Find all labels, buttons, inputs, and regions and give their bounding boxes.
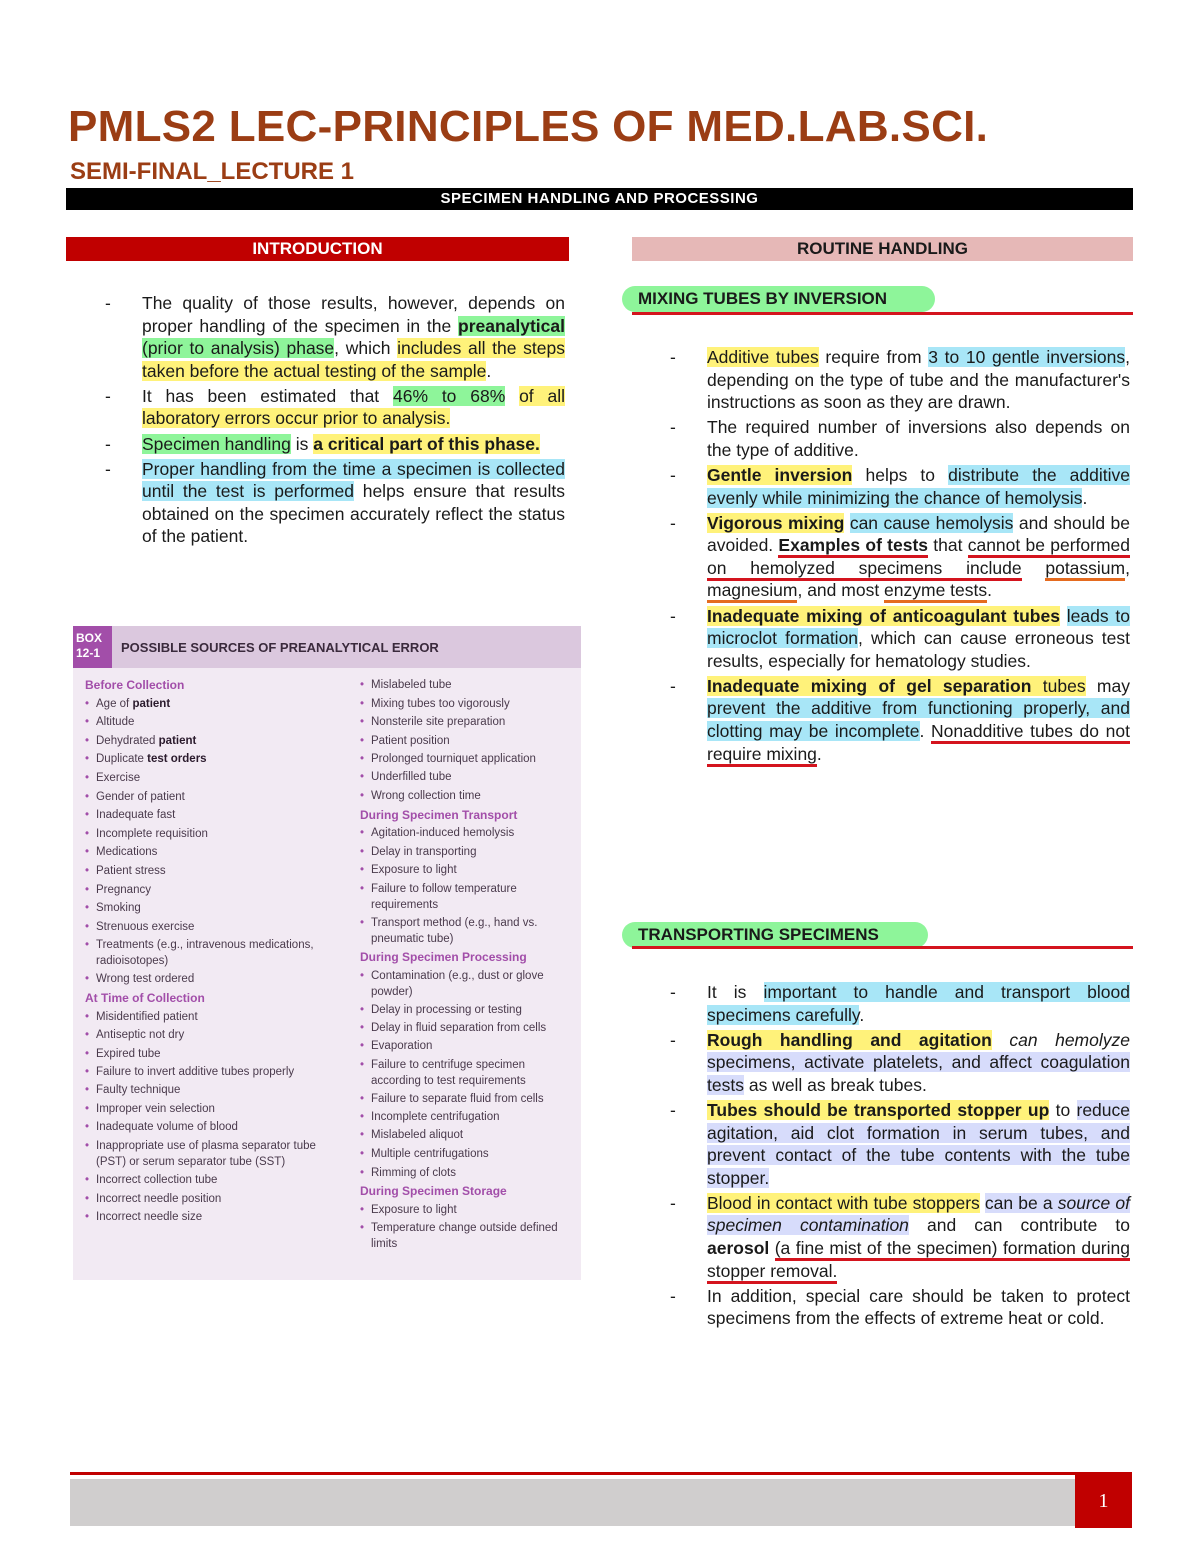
box-list-item: • Exercise: [85, 769, 325, 788]
box-list-item: • Incorrect needle size: [85, 1208, 325, 1227]
box-subheading: At Time of Collection: [85, 990, 205, 1005]
routine-handling-heading: ROUTINE HANDLING: [632, 237, 1133, 261]
box-list-item: • Failure to invert additive tubes properly: [85, 1063, 325, 1081]
list-item: - Blood in contact with tube stoppers can be a source of specimen contamination and can contribute to aerosol (a fine mist of the specimen) formation during stopper removal.: [670, 1192, 1130, 1282]
list-item: - The quality of those results, however, depends on proper handling of the specimen in the preanalytical (prior to analysis) phase, which includes all the steps taken before the actual testing of the sample.: [105, 292, 565, 382]
mixing-list: [670, 346, 1130, 768]
divider: [632, 946, 1133, 949]
introduction-list: [105, 292, 565, 551]
list-item: - Vigorous mixing can cause hemolysis and should be avoided. Examples of tests that cannot be performed on hemolyzed specimens include potassium, magnesium, and most enzyme tests.: [670, 512, 1130, 602]
box-title: POSSIBLE SOURCES OF PREANALYTICAL ERROR: [121, 640, 439, 655]
list-item: - Additive tubes require from 3 to 10 gentle inversions, depending on the type of tube and the manufacturer's instructions as soon as they are drawn.: [670, 346, 1130, 414]
list-item: - The required number of inversions also depends on the type of additive.: [670, 416, 1130, 461]
list-item: - In addition, special care should be taken to protect specimens from the effects of extreme heat or cold.: [670, 1285, 1130, 1330]
box-list-item: • Smoking: [85, 899, 325, 918]
box-list-item: • Improper vein selection: [85, 1100, 325, 1119]
document-title: PMLS2 LEC-PRINCIPLES OF MED.LAB.SCI.: [68, 102, 989, 151]
list-item: - Gentle inversion helps to distribute the additive evenly while minimizing the chance of hemolysis.: [670, 464, 1130, 509]
at-time-of-collection-list: [85, 1008, 325, 1227]
list-item: - Inadequate mixing of gel separation tubes may prevent the additive from functioning properly, and clotting may be incomplete. Nonadditive tubes do not require mixing.: [670, 675, 1130, 765]
box-list-item: • Exposure to light: [360, 861, 570, 880]
box-header: [73, 626, 581, 668]
box-list-item: • Evaporation: [360, 1037, 570, 1056]
footer-bar: [70, 1479, 1075, 1526]
box-list-item: • Nonsterile site preparation: [360, 713, 570, 732]
box-list-item: • Treatments (e.g., intravenous medications, radioisotopes): [85, 936, 325, 970]
box-list-item: • Mislabeled tube: [360, 676, 570, 695]
box-list-item: • Altitude: [85, 713, 325, 732]
list-item: - It is important to handle and transport blood specimens carefully.: [670, 981, 1130, 1026]
box-list-item: • Patient position: [360, 732, 570, 751]
box-list-item: • Delay in fluid separation from cells: [360, 1019, 570, 1037]
list-item: - Tubes should be transported stopper up to reduce agitation, aid clot formation in serum tubes, and prevent contact of the tube contents with the tube stopper.: [670, 1099, 1130, 1189]
box-list-item: • Strenuous exercise: [85, 918, 325, 937]
box-list-item: • Duplicate test orders: [85, 750, 325, 769]
box-left-column: [85, 676, 325, 1227]
box-subheading: Before Collection: [85, 678, 185, 692]
introduction-heading: INTRODUCTION: [66, 237, 569, 261]
box-list-item: • Mixing tubes too vigorously: [360, 695, 570, 714]
box-list-item: • Age of patient: [85, 695, 325, 714]
box-list-item: • Incomplete requisition: [85, 825, 325, 844]
box-list-item: • Failure to separate fluid from cells: [360, 1090, 570, 1108]
page-number: 1: [1075, 1475, 1132, 1528]
list-item: - Specimen handling is a critical part of this phase.: [105, 433, 565, 456]
box-list-item: • Prolonged tourniquet application: [360, 750, 570, 768]
box-list-item: • Incomplete centrifugation: [360, 1108, 570, 1127]
box-list-item: • Wrong test ordered: [85, 970, 325, 989]
box-list-item: • Faulty technique: [85, 1081, 325, 1100]
box-subheading: During Specimen Transport: [360, 807, 518, 822]
box-list-item: • Exposure to light: [360, 1201, 570, 1220]
box-list-item: • Contamination (e.g., dust or glove powder): [360, 967, 570, 1001]
box-list-item: • Underfilled tube: [360, 768, 570, 787]
box-list-item: • Transport method (e.g., hand vs. pneumatic tube): [360, 914, 570, 948]
box-list-item: • Rimming of clots: [360, 1164, 570, 1183]
box-list-item: • Incorrect collection tube: [85, 1171, 325, 1190]
during-storage-list: [360, 1201, 570, 1254]
box-list-item: • Inadequate fast: [85, 806, 325, 825]
preanalytical-error-box: [73, 626, 581, 1280]
divider: [632, 312, 1133, 315]
box-right-column: [360, 676, 570, 1253]
during-processing-list: [360, 967, 570, 1183]
box-list-item: • Delay in transporting: [360, 843, 570, 862]
box-list-item: • Medications: [85, 843, 325, 862]
footer-rule: [70, 1472, 1132, 1475]
list-item: - Inadequate mixing of anticoagulant tubes leads to microclot formation, which can cause erroneous test results, especially for hematology studies.: [670, 605, 1130, 673]
box-list-item: • Failure to centrifuge specimen according to test requirements: [360, 1056, 570, 1090]
transport-list: [670, 981, 1130, 1332]
box-subheading: During Specimen Storage: [360, 1184, 507, 1199]
box-list-item: • Dehydrated patient: [85, 732, 325, 751]
box-subheading: During Specimen Processing: [360, 949, 527, 964]
before-collection-list: [85, 695, 325, 989]
list-item: - It has been estimated that 46% to 68% of all laboratory errors occur prior to analysis.: [105, 385, 565, 430]
box-list-item: • Mislabeled aliquot: [360, 1126, 570, 1145]
during-transport-list: [360, 824, 570, 948]
box-list-item: • Pregnancy: [85, 881, 325, 900]
list-item: - Proper handling from the time a specimen is collected until the test is performed helps ensure that results obtained on the specimen accurately reflect the status of the patient.: [105, 458, 565, 548]
box-list-item: • Multiple centrifugations: [360, 1145, 570, 1164]
transporting-specimens-heading: TRANSPORTING SPECIMENS: [622, 922, 928, 948]
box-list-item: • Patient stress: [85, 862, 325, 881]
box-tag: BOX 12-1: [73, 626, 112, 668]
box-list-item: • Antiseptic not dry: [85, 1026, 325, 1045]
box-list-item: • Misidentified patient: [85, 1008, 325, 1027]
box-list-item: • Inappropriate use of plasma separator tube (PST) or serum separator tube (SST): [85, 1137, 325, 1171]
mixing-tubes-heading: MIXING TUBES BY INVERSION: [622, 286, 935, 312]
box-list-item: • Wrong collection time: [360, 787, 570, 806]
box-list-item: • Expired tube: [85, 1045, 325, 1064]
box-list-item: • Failure to follow temperature requirements: [360, 880, 570, 914]
box-list-item: • Agitation-induced hemolysis: [360, 824, 570, 843]
collection-continued-list: [360, 676, 570, 806]
box-list-item: • Temperature change outside defined limits: [360, 1219, 570, 1253]
lecture-subtitle: SEMI-FINAL_LECTURE 1: [70, 158, 355, 185]
topic-banner: SPECIMEN HANDLING AND PROCESSING: [66, 188, 1133, 210]
box-list-item: • Inadequate volume of blood: [85, 1118, 325, 1137]
box-list-item: • Incorrect needle position: [85, 1190, 325, 1209]
box-list-item: • Delay in processing or testing: [360, 1001, 570, 1020]
list-item: - Rough handling and agitation can hemolyze specimens, activate platelets, and affect coagulation tests as well as break tubes.: [670, 1029, 1130, 1097]
box-list-item: • Gender of patient: [85, 788, 325, 807]
